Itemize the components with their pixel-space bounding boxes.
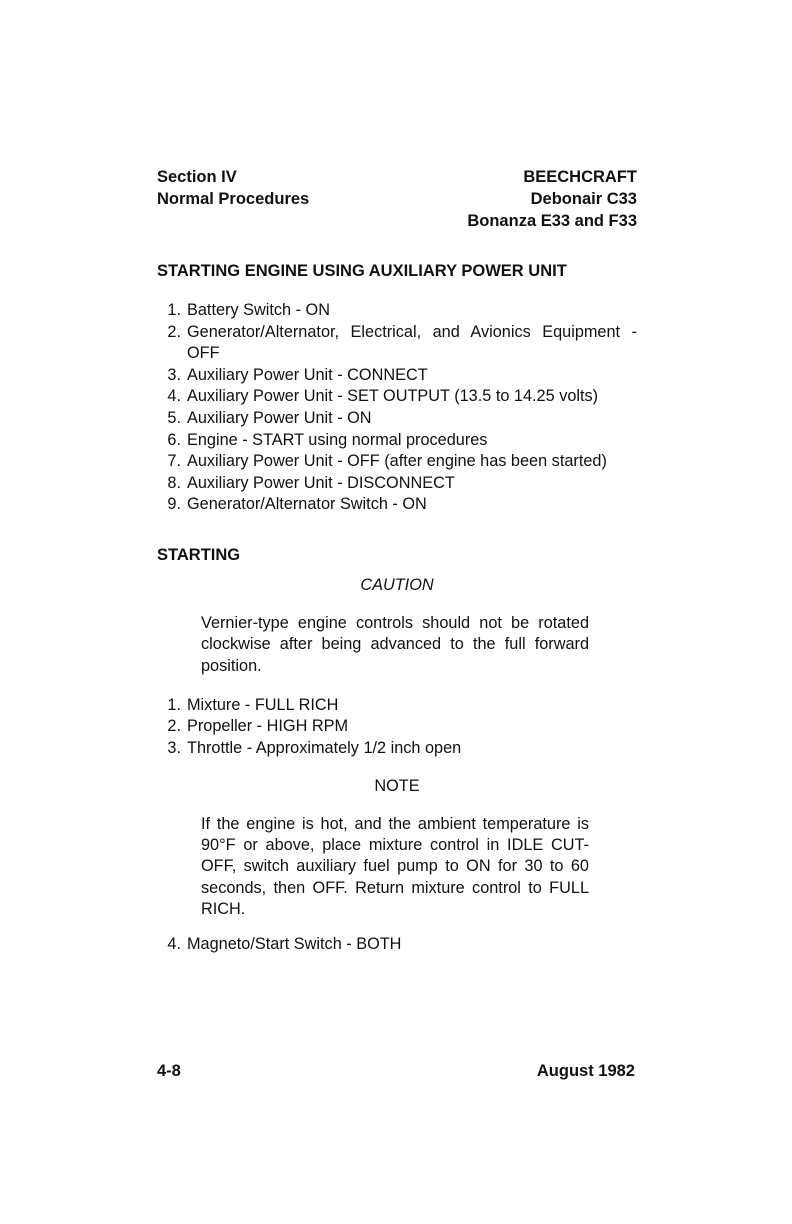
- list-item: [157, 494, 637, 516]
- list-item: [157, 473, 637, 495]
- list-item: [157, 934, 637, 956]
- manual-page: [157, 166, 637, 956]
- step-number: 4.: [167, 387, 181, 406]
- model-line-2: Bonanza E33 and F33: [467, 212, 637, 230]
- list-item: [157, 716, 637, 738]
- step-number: 9.: [167, 495, 181, 514]
- step-text: Magneto/Start Switch - BOTH: [187, 935, 402, 954]
- apu-steps-list: [157, 300, 637, 516]
- step-number: 2.: [167, 717, 181, 736]
- step-number: 1.: [167, 301, 181, 319]
- list-item: [157, 300, 637, 322]
- step-text: Auxiliary Power Unit - DISCONNECT: [187, 473, 455, 492]
- header-left: [157, 166, 309, 210]
- note-text: If the engine is hot, and the ambient temperature is 90°F or above, place mixture control in IDLE CUT-OFF, switch auxiliary fuel pump to ON for 30 to 60 seconds, then OFF. Return mixture control to FULL RICH.: [201, 814, 589, 918]
- list-item: [157, 695, 637, 717]
- step-text: Battery Switch - ON: [187, 301, 330, 319]
- page-number: 4-8: [157, 1062, 181, 1080]
- model-line-1: Debonair C33: [530, 190, 637, 208]
- list-item: [157, 408, 637, 430]
- step-number: 3.: [167, 365, 181, 384]
- page-header: [157, 166, 637, 236]
- list-item: [157, 365, 637, 387]
- step-text: Propeller - HIGH RPM: [187, 717, 349, 736]
- caution-heading: CAUTION: [360, 575, 434, 594]
- step-text: Mixture - FULL RICH: [187, 695, 339, 714]
- revision-date: August 1982: [536, 1062, 635, 1080]
- step-text: Generator/Alternator Switch - ON: [187, 495, 427, 514]
- step-text: Auxiliary Power Unit - OFF (after engine has been started): [187, 452, 607, 471]
- section-label: Section IV: [157, 168, 237, 186]
- step-number: 1.: [167, 695, 181, 714]
- starting-section-title: STARTING: [157, 545, 241, 564]
- section-subtitle: Normal Procedures: [157, 190, 310, 208]
- step-number: 4.: [167, 935, 181, 954]
- list-item: [157, 322, 637, 365]
- step-text: Auxiliary Power Unit - CONNECT: [187, 365, 428, 384]
- step-number: 8.: [167, 473, 181, 492]
- starting-steps-list: [157, 695, 637, 760]
- step-text: Engine - START using normal procedures: [187, 430, 488, 449]
- step-text: Throttle - Approximately 1/2 inch open: [187, 739, 462, 758]
- step-text: Auxiliary Power Unit - ON: [187, 408, 372, 427]
- starting-steps-list-continued: [157, 934, 637, 956]
- list-item: [157, 451, 637, 473]
- caution-text: Vernier-type engine controls should not be rotated clockwise after being advanced to the full forward position.: [201, 613, 589, 675]
- step-text: Auxiliary Power Unit - SET OUTPUT (13.5 to 14.25 volts): [187, 387, 599, 406]
- step-number: 6.: [167, 430, 181, 449]
- header-right: [467, 166, 637, 232]
- list-item: [157, 386, 637, 408]
- apu-section-title: STARTING ENGINE USING AUXILIARY POWER UNIT: [157, 262, 567, 280]
- step-number: 3.: [167, 739, 181, 758]
- list-item: [157, 738, 637, 760]
- step-number: 7.: [167, 452, 181, 471]
- manufacturer: BEECHCRAFT: [523, 168, 637, 186]
- step-number: 2.: [167, 322, 181, 341]
- list-item: [157, 430, 637, 452]
- step-text: Generator/Alternator, Electrical, and Avionics Equipment - OFF: [187, 322, 637, 363]
- step-number: 5.: [167, 408, 181, 427]
- note-heading: NOTE: [374, 776, 420, 795]
